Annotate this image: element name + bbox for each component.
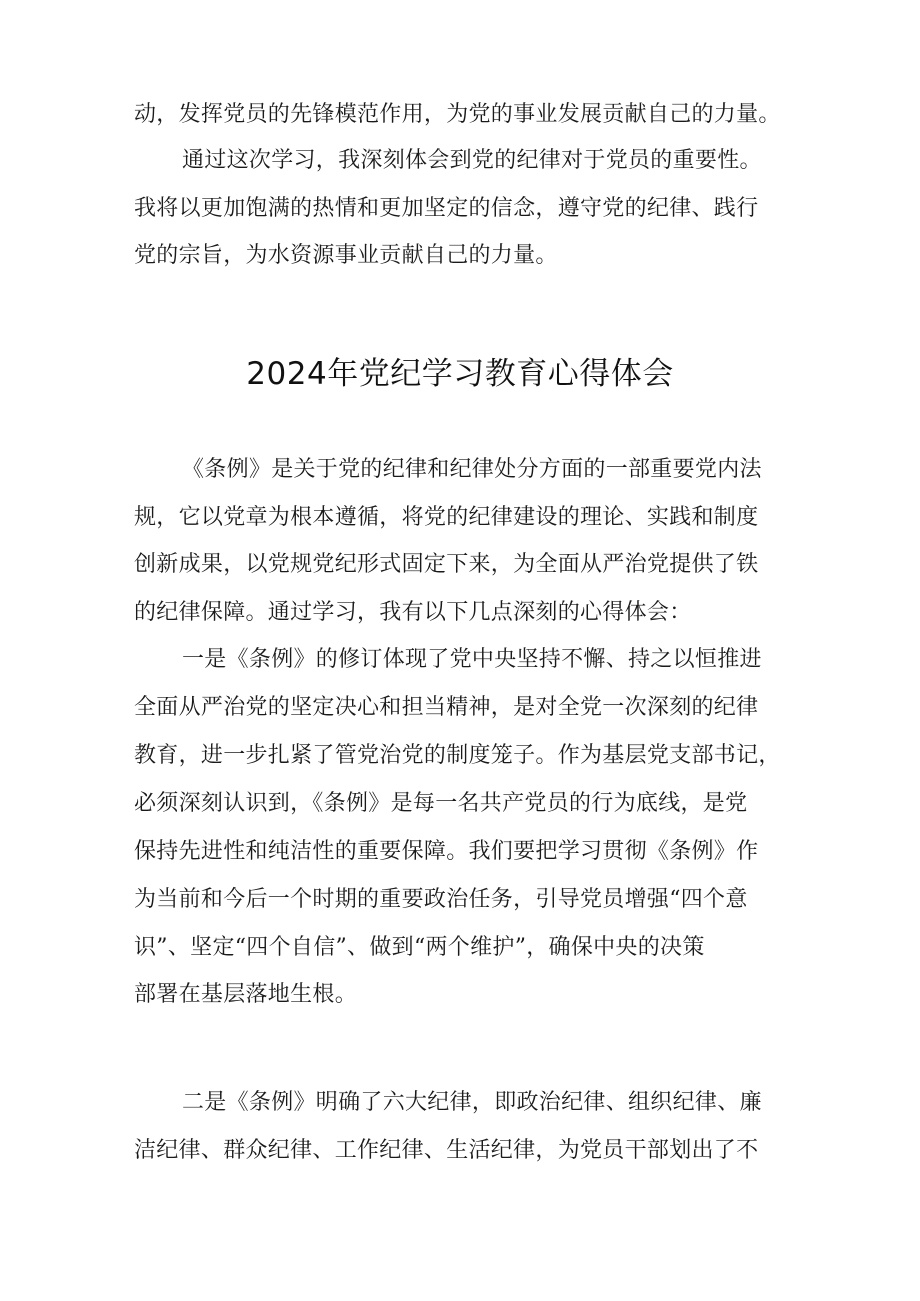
paragraph-line: 全面从严治党的坚定决心和担当精神，是对全党一次深刻的纪律 bbox=[134, 695, 759, 720]
paragraph-line: 一是《条例》的修订体现了党中央坚持不懈、持之以恒推进 bbox=[182, 647, 762, 672]
paragraph-line: 洁纪律、群众纪律、工作纪律、生活纪律，为党员干部划出了不 bbox=[134, 1138, 759, 1163]
paragraph-line: 识”、坚定“四个自信”、做到“两个维护”，确保中央的决策 bbox=[134, 935, 705, 960]
paragraph-line: 教育，进一步扎紧了管党治党的制度笼子。作为基层党支部书记， bbox=[134, 743, 781, 768]
paragraph-line: 《条例》是关于党的纪律和纪律处分方面的一部重要党内法 bbox=[182, 457, 762, 482]
paragraph-line: 二是《条例》明确了六大纪律，即政治纪律、组织纪律、廉 bbox=[182, 1090, 762, 1115]
paragraph-line: 必须深刻认识到，《条例》是每一名共产党员的行为底线，是党 bbox=[134, 791, 748, 816]
paragraph-line: 我将以更加饱满的热情和更加坚定的信念，遵守党的纪律、践行 bbox=[134, 196, 759, 221]
paragraph-line: 为当前和今后一个时期的重要政治任务，引导党员增强“四个意 bbox=[134, 887, 748, 912]
paragraph-line: 创新成果，以党规党纪形式固定下来，为全面从严治党提供了铁 bbox=[134, 552, 759, 577]
paragraph-line: 动，发挥党员的先锋模范作用，为党的事业发展贡献自己的力量。 bbox=[134, 102, 781, 127]
paragraph-line: 通过这次学习，我深刻体会到党的纪律对于党员的重要性。 bbox=[182, 148, 762, 173]
paragraph-line: 规，它以党章为根本遵循，将党的纪律建设的理论、实践和制度 bbox=[134, 505, 759, 530]
paragraph-line: 部署在基层落地生根。 bbox=[134, 982, 358, 1007]
article-title: 2024年党纪学习教育心得体会 bbox=[246, 356, 674, 392]
paragraph-line: 的纪律保障。通过学习，我有以下几点深刻的心得体会： bbox=[134, 600, 692, 625]
paragraph-line: 保持先进性和纯洁性的重要保障。我们要把学习贯彻《条例》作 bbox=[134, 839, 759, 864]
paragraph-line: 党的宗旨，为水资源事业贡献自己的力量。 bbox=[134, 243, 558, 268]
